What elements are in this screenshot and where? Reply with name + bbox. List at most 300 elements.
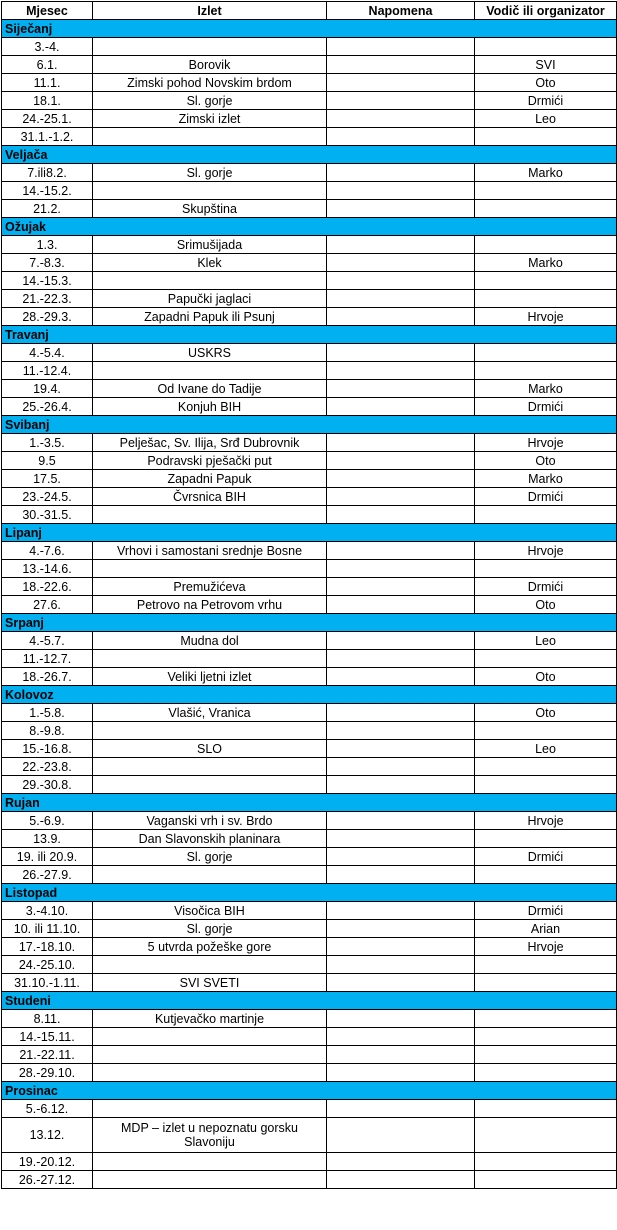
trip-cell: Podravski pješački put (93, 452, 327, 470)
trip-cell (93, 1064, 327, 1082)
month-band-cell (475, 1082, 617, 1100)
month-band-cell (475, 524, 617, 542)
guide-cell: Marko (475, 254, 617, 272)
trip-cell: USKRS (93, 344, 327, 362)
note-cell (327, 506, 475, 524)
trip-cell: Visočica BIH (93, 902, 327, 920)
month-label: Rujan (2, 794, 93, 812)
table-row (2, 56, 617, 74)
table-row (2, 668, 617, 686)
table-row (2, 182, 617, 200)
month-label: Ožujak (2, 218, 93, 236)
date-cell: 19. ili 20.9. (2, 848, 93, 866)
guide-cell: Leo (475, 632, 617, 650)
guide-cell (475, 830, 617, 848)
trip-cell (93, 722, 327, 740)
guide-cell (475, 758, 617, 776)
table-row (2, 578, 617, 596)
table-row (2, 542, 617, 560)
month-label: Prosinac (2, 1082, 93, 1100)
trip-cell: Pelješac, Sv. Ilija, Srđ Dubrovnik (93, 434, 327, 452)
note-cell (327, 92, 475, 110)
trip-cell: Papučki jaglaci (93, 290, 327, 308)
guide-cell: Drmići (475, 398, 617, 416)
date-cell: 15.-16.8. (2, 740, 93, 758)
guide-cell (475, 722, 617, 740)
date-cell: 8.11. (2, 1010, 93, 1028)
table-row (2, 920, 617, 938)
date-cell: 11.-12.4. (2, 362, 93, 380)
month-band-cell (93, 614, 327, 632)
month-row (2, 20, 617, 38)
date-cell: 7.-8.3. (2, 254, 93, 272)
table-row (2, 632, 617, 650)
date-cell: 6.1. (2, 56, 93, 74)
trip-cell (93, 1171, 327, 1189)
month-band-cell (327, 20, 475, 38)
trip-cell: Borovik (93, 56, 327, 74)
month-band-cell (475, 992, 617, 1010)
guide-cell (475, 1028, 617, 1046)
date-cell: 26.-27.12. (2, 1171, 93, 1189)
note-cell (327, 128, 475, 146)
month-band-cell (475, 794, 617, 812)
date-cell: 26.-27.9. (2, 866, 93, 884)
trip-cell: Od Ivane do Tadije (93, 380, 327, 398)
note-cell (327, 398, 475, 416)
trip-cell: Vaganski vrh i sv. Brdo (93, 812, 327, 830)
table-row (2, 308, 617, 326)
trip-cell (93, 776, 327, 794)
guide-cell (475, 128, 617, 146)
trip-cell: Sl. gorje (93, 848, 327, 866)
month-row (2, 884, 617, 902)
date-cell: 24.-25.1. (2, 110, 93, 128)
note-cell (327, 830, 475, 848)
table-row (2, 650, 617, 668)
trip-cell (93, 650, 327, 668)
note-cell (327, 722, 475, 740)
note-cell (327, 812, 475, 830)
table-row (2, 866, 617, 884)
trip-cell (93, 272, 327, 290)
date-cell: 14.-15.2. (2, 182, 93, 200)
note-cell (327, 1100, 475, 1118)
month-band-cell (93, 416, 327, 434)
note-cell (327, 938, 475, 956)
guide-cell (475, 1010, 617, 1028)
month-band-cell (327, 686, 475, 704)
trip-cell: Sl. gorje (93, 920, 327, 938)
date-cell: 1.-3.5. (2, 434, 93, 452)
note-cell (327, 182, 475, 200)
month-label: Listopad (2, 884, 93, 902)
guide-cell (475, 866, 617, 884)
table-row (2, 830, 617, 848)
note-cell (327, 1171, 475, 1189)
date-cell: 5.-6.12. (2, 1100, 93, 1118)
month-band-cell (93, 218, 327, 236)
note-cell (327, 362, 475, 380)
month-row (2, 794, 617, 812)
guide-cell: Arian (475, 920, 617, 938)
date-cell: 4.-5.4. (2, 344, 93, 362)
table-row (2, 974, 617, 992)
month-band-cell (327, 218, 475, 236)
month-label: Travanj (2, 326, 93, 344)
date-cell: 19.-20.12. (2, 1153, 93, 1171)
month-row (2, 218, 617, 236)
month-band-cell (475, 20, 617, 38)
trip-cell: Vrhovi i samostani srednje Bosne (93, 542, 327, 560)
guide-cell (475, 650, 617, 668)
date-cell: 31.10.-1.11. (2, 974, 93, 992)
note-cell (327, 866, 475, 884)
month-band-cell (93, 884, 327, 902)
trip-cell: Klek (93, 254, 327, 272)
date-cell: 13.9. (2, 830, 93, 848)
guide-cell (475, 974, 617, 992)
guide-cell: Hrvoje (475, 542, 617, 560)
note-cell (327, 956, 475, 974)
table-row (2, 848, 617, 866)
date-cell: 23.-24.5. (2, 488, 93, 506)
guide-cell (475, 1171, 617, 1189)
month-band-cell (93, 794, 327, 812)
table-row (2, 902, 617, 920)
guide-cell (475, 236, 617, 254)
guide-cell (475, 1118, 617, 1153)
date-cell: 13.12. (2, 1118, 93, 1153)
table-row (2, 1046, 617, 1064)
note-cell (327, 56, 475, 74)
month-band-cell (93, 1082, 327, 1100)
note-cell (327, 164, 475, 182)
table-row (2, 740, 617, 758)
date-cell: 21.-22.11. (2, 1046, 93, 1064)
date-cell: 21.2. (2, 200, 93, 218)
month-band-cell (475, 884, 617, 902)
guide-cell: Oto (475, 452, 617, 470)
date-cell: 30.-31.5. (2, 506, 93, 524)
trip-cell (93, 1028, 327, 1046)
note-cell (327, 920, 475, 938)
trip-cell: Srimušijada (93, 236, 327, 254)
header-row (2, 2, 617, 20)
table-row (2, 1100, 617, 1118)
trip-cell (93, 1046, 327, 1064)
table-row (2, 1171, 617, 1189)
month-band-cell (327, 146, 475, 164)
month-band-cell (475, 326, 617, 344)
month-band-cell (327, 326, 475, 344)
date-cell: 13.-14.6. (2, 560, 93, 578)
trip-cell (93, 182, 327, 200)
date-cell: 1.-5.8. (2, 704, 93, 722)
month-row (2, 614, 617, 632)
note-cell (327, 452, 475, 470)
table-row (2, 38, 617, 56)
date-cell: 4.-5.7. (2, 632, 93, 650)
note-cell (327, 1046, 475, 1064)
table-row (2, 398, 617, 416)
guide-cell: Oto (475, 596, 617, 614)
table-row (2, 470, 617, 488)
table-row (2, 1010, 617, 1028)
trip-cell: Premužićeva (93, 578, 327, 596)
guide-cell: Leo (475, 110, 617, 128)
date-cell: 18.1. (2, 92, 93, 110)
guide-cell: Drmići (475, 92, 617, 110)
table-row (2, 92, 617, 110)
date-cell: 17.5. (2, 470, 93, 488)
table-row (2, 290, 617, 308)
trip-cell: Dan Slavonskih planinara (93, 830, 327, 848)
guide-cell (475, 290, 617, 308)
guide-cell: Marko (475, 380, 617, 398)
guide-cell (475, 560, 617, 578)
month-band-cell (475, 146, 617, 164)
date-cell: 22.-23.8. (2, 758, 93, 776)
date-cell: 28.-29.10. (2, 1064, 93, 1082)
guide-cell: Oto (475, 74, 617, 92)
table-row (2, 254, 617, 272)
trip-cell (93, 866, 327, 884)
guide-cell (475, 272, 617, 290)
date-cell: 24.-25.10. (2, 956, 93, 974)
table-row (2, 722, 617, 740)
month-band-cell (93, 146, 327, 164)
month-label: Lipanj (2, 524, 93, 542)
table-row (2, 560, 617, 578)
table-row (2, 380, 617, 398)
month-band-cell (327, 524, 475, 542)
note-cell (327, 632, 475, 650)
table-row (2, 488, 617, 506)
trip-cell: Kutjevačko martinje (93, 1010, 327, 1028)
trip-cell (93, 362, 327, 380)
table-row (2, 812, 617, 830)
header-izlet: Izlet (93, 2, 327, 20)
table-row (2, 452, 617, 470)
note-cell (327, 1153, 475, 1171)
month-band-cell (93, 686, 327, 704)
trip-cell (93, 758, 327, 776)
month-band-cell (475, 218, 617, 236)
note-cell (327, 272, 475, 290)
note-cell (327, 254, 475, 272)
table-row (2, 236, 617, 254)
note-cell (327, 344, 475, 362)
header-vodic: Vodič ili organizator (475, 2, 617, 20)
guide-cell (475, 344, 617, 362)
month-band-cell (327, 416, 475, 434)
table-row (2, 506, 617, 524)
date-cell: 9.5 (2, 452, 93, 470)
header-mjesec: Mjesec (2, 2, 93, 20)
date-cell: 11.1. (2, 74, 93, 92)
guide-cell: Drmići (475, 902, 617, 920)
date-cell: 3.-4. (2, 38, 93, 56)
month-band-cell (475, 686, 617, 704)
note-cell (327, 776, 475, 794)
month-label: Veljača (2, 146, 93, 164)
note-cell (327, 1064, 475, 1082)
trip-cell (93, 128, 327, 146)
date-cell: 18.-22.6. (2, 578, 93, 596)
note-cell (327, 470, 475, 488)
date-cell: 1.3. (2, 236, 93, 254)
trip-cell: Zapadni Papuk (93, 470, 327, 488)
date-cell: 19.4. (2, 380, 93, 398)
date-cell: 14.-15.11. (2, 1028, 93, 1046)
schedule-table (1, 1, 617, 1189)
note-cell (327, 596, 475, 614)
date-cell: 3.-4.10. (2, 902, 93, 920)
table-row (2, 200, 617, 218)
trip-cell: SLO (93, 740, 327, 758)
note-cell (327, 974, 475, 992)
note-cell (327, 1010, 475, 1028)
trip-cell: Veliki ljetni izlet (93, 668, 327, 686)
date-cell: 28.-29.3. (2, 308, 93, 326)
trip-cell: Zimski pohod Novskim brdom (93, 74, 327, 92)
guide-cell (475, 506, 617, 524)
guide-cell: Hrvoje (475, 434, 617, 452)
table-row (2, 434, 617, 452)
month-band-cell (327, 1082, 475, 1100)
month-row (2, 326, 617, 344)
month-row (2, 992, 617, 1010)
table-row (2, 344, 617, 362)
table-row (2, 1118, 617, 1153)
date-cell: 14.-15.3. (2, 272, 93, 290)
trip-cell: SVI SVETI (93, 974, 327, 992)
date-cell: 18.-26.7. (2, 668, 93, 686)
table-row (2, 362, 617, 380)
guide-cell: Hrvoje (475, 812, 617, 830)
guide-cell (475, 38, 617, 56)
month-band-cell (93, 524, 327, 542)
trip-cell: Petrovo na Petrovom vrhu (93, 596, 327, 614)
note-cell (327, 758, 475, 776)
date-cell: 5.-6.9. (2, 812, 93, 830)
month-label: Siječanj (2, 20, 93, 38)
month-band-cell (327, 614, 475, 632)
note-cell (327, 74, 475, 92)
guide-cell: Drmići (475, 578, 617, 596)
trip-cell: Sl. gorje (93, 92, 327, 110)
month-band-cell (327, 884, 475, 902)
table-row (2, 938, 617, 956)
guide-cell (475, 182, 617, 200)
table-header (2, 2, 617, 20)
note-cell (327, 380, 475, 398)
month-band-cell (93, 20, 327, 38)
trip-cell (93, 1100, 327, 1118)
trip-cell: Sl. gorje (93, 164, 327, 182)
note-cell (327, 704, 475, 722)
trip-cell: 5 utvrda požeške gore (93, 938, 327, 956)
table-row (2, 128, 617, 146)
note-cell (327, 578, 475, 596)
date-cell: 25.-26.4. (2, 398, 93, 416)
note-cell (327, 290, 475, 308)
guide-cell: Drmići (475, 488, 617, 506)
trip-cell: MDP – izlet u nepoznatu gorsku Slavoniju (93, 1118, 327, 1153)
month-label: Svibanj (2, 416, 93, 434)
trip-cell: Zimski izlet (93, 110, 327, 128)
table-row (2, 758, 617, 776)
guide-cell (475, 776, 617, 794)
trip-cell: Vlašić, Vranica (93, 704, 327, 722)
date-cell: 17.-18.10. (2, 938, 93, 956)
note-cell (327, 542, 475, 560)
note-cell (327, 488, 475, 506)
date-cell: 31.1.-1.2. (2, 128, 93, 146)
note-cell (327, 110, 475, 128)
month-row (2, 686, 617, 704)
table-row (2, 596, 617, 614)
date-cell: 7.ili8.2. (2, 164, 93, 182)
trip-cell (93, 38, 327, 56)
table-row (2, 1153, 617, 1171)
table-row (2, 110, 617, 128)
month-band-cell (475, 614, 617, 632)
date-cell: 27.6. (2, 596, 93, 614)
month-band-cell (475, 416, 617, 434)
guide-cell (475, 200, 617, 218)
month-row (2, 1082, 617, 1100)
month-band-cell (93, 992, 327, 1010)
note-cell (327, 434, 475, 452)
guide-cell (475, 1064, 617, 1082)
month-band-cell (327, 992, 475, 1010)
table-row (2, 1028, 617, 1046)
guide-cell: Oto (475, 668, 617, 686)
guide-cell: Marko (475, 470, 617, 488)
note-cell (327, 38, 475, 56)
note-cell (327, 668, 475, 686)
table-body (2, 20, 617, 1189)
trip-cell: Mudna dol (93, 632, 327, 650)
month-band-cell (93, 326, 327, 344)
table-row (2, 776, 617, 794)
guide-cell: Marko (475, 164, 617, 182)
header-napomena: Napomena (327, 2, 475, 20)
date-cell: 10. ili 11.10. (2, 920, 93, 938)
date-cell: 29.-30.8. (2, 776, 93, 794)
guide-cell: Hrvoje (475, 308, 617, 326)
note-cell (327, 560, 475, 578)
month-label: Kolovoz (2, 686, 93, 704)
month-label: Srpanj (2, 614, 93, 632)
guide-cell: Leo (475, 740, 617, 758)
date-cell: 4.-7.6. (2, 542, 93, 560)
note-cell (327, 848, 475, 866)
guide-cell (475, 1046, 617, 1064)
note-cell (327, 902, 475, 920)
month-row (2, 146, 617, 164)
table-row (2, 74, 617, 92)
trip-cell: Zapadni Papuk ili Psunj (93, 308, 327, 326)
note-cell (327, 308, 475, 326)
trip-cell (93, 560, 327, 578)
guide-cell (475, 362, 617, 380)
guide-cell (475, 1100, 617, 1118)
trip-cell (93, 956, 327, 974)
note-cell (327, 1028, 475, 1046)
